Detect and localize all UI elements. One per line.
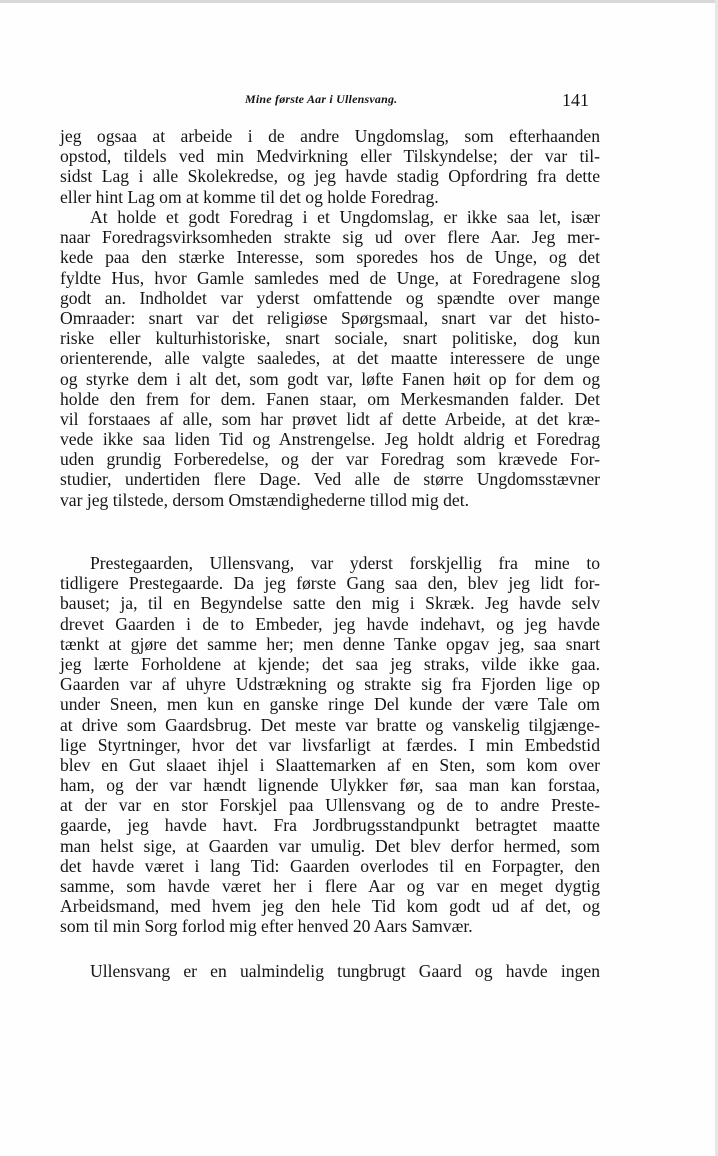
text-line: orienterende, alle valgte saaledes, at det maatte interessere de unge: [60, 348, 600, 369]
text-line: tidligere Prestegaarde. Da jeg første Gang saa den, blev jeg lidt for-: [60, 573, 600, 594]
text-line: var jeg tilstede, dersom Omstændighederne tillod mig det.: [60, 489, 469, 510]
text-line: Prestegaarden, Ullensvang, var yderst forskjellig fra mine to: [90, 553, 600, 573]
text-line: man helst sige, at Gaarden var umulig. Det blev derfor hermed, som: [60, 835, 600, 856]
text-line: drevet Gaarden i de to Embeder, jeg havde indehavt, og jeg havde: [60, 613, 600, 634]
paragraph-3: [60, 553, 600, 937]
text-line: Omraader: snart var det religiøse Spørgsmaal, snart var det histo-: [60, 307, 600, 328]
text-line: At holde et godt Foredrag i et Ungdomslag, er ikke saa let, især: [90, 207, 600, 227]
text-line: tænkt at gjøre det samme her; men denne Tanke opgav jeg, saa snart: [60, 633, 600, 654]
text-line: vil forstaaes af alle, som har prøvet lidt af dette Arbeide, at det kræ-: [60, 408, 600, 429]
text-line: ham, og der var hændt lignende Ulykker før, saa man kan forstaa,: [60, 775, 600, 796]
text-line: Arbeidsmand, med hvem jeg den hele Tid kom godt ud af det, og: [60, 896, 600, 917]
text-line: riske eller kulturhistoriske, snart sociale, snart politiske, dog kun: [60, 328, 600, 349]
page-number: 141: [562, 90, 589, 110]
text-line: at der var en stor Forskjel paa Ullensvang og de to andre Preste-: [60, 795, 600, 816]
paragraph-2: [60, 207, 600, 510]
text-line: uden grundig Forberedelse, og der var Foredrag som krævede For-: [60, 449, 600, 470]
paragraph-4: [60, 961, 600, 981]
text-line: og styrke dem i alt det, som godt var, løfte Fanen høit op for dem og: [60, 368, 600, 389]
text-line: gaarde, jeg havde havt. Fra Jordbrugsstandpunkt betragtet maatte: [60, 815, 600, 836]
text-line: under Sneen, men kun en ganske ringe Del kunde der være Tale om: [60, 694, 600, 715]
text-line: sidst Lag i alle Skolekredse, og jeg havde stadig Opfordring fra dette: [60, 166, 600, 187]
text-line: lige Styrtninger, hvor det var livsfarligt at færdes. I min Embedstid: [60, 734, 600, 755]
text-line: holde den frem for dem. Fanen staar, om Merkesmanden falder. Det: [60, 388, 600, 409]
text-line: opstod, tildels ved min Medvirkning eller Tilskyndelse; der var til-: [60, 146, 600, 167]
text-line: fyldte Hus, hvor Gamle samledes med de Unge, at Foredragene slog: [60, 267, 600, 288]
text-line: kede paa den stærke Interesse, som sporedes hos de Unge, og det: [60, 247, 600, 268]
text-line: jeg ogsaa at arbeide i de andre Ungdomslag, som efterhaanden: [60, 126, 600, 146]
paragraph-1: [60, 126, 600, 207]
text-line: bauset; ja, til en Begyndelse satte den mig i Skræk. Jeg havde selv: [60, 593, 600, 614]
text-line: jeg lærte Forholdene at kjende; det saa jeg straks, vilde ikke gaa.: [60, 653, 600, 674]
text-line: samme, som havde været her i flere Aar og var en meget dygtig: [60, 876, 600, 896]
text-line: naar Foredragsvirksomheden strakte sig ud over flere Aar. Jeg mer-: [60, 227, 600, 248]
text-line: blev en Gut slaaet ihjel i Slaattemarken af en Sten, som kom over: [60, 754, 600, 775]
text-line: Gaarden var af uhyre Udstrækning og strakte sig fra Fjorden lige op: [60, 674, 600, 695]
text-line: som til min Sorg forlod mig efter henved 20 Aars Samvær.: [60, 916, 473, 937]
text-line: vede ikke saa liden Tid og Anstrengelse. Jeg holdt aldrig et Foredrag: [60, 429, 600, 450]
text-line: at drive som Gaardsbrug. Det meste var bratte og vanskelig tilgjænge-: [60, 714, 600, 735]
text-line: eller hint Lag om at komme til det og holde Foredrag.: [60, 186, 439, 207]
text-line: godt an. Indholdet var yderst omfattende og spændte over mange: [60, 287, 600, 308]
text-line: det havde været i lang Tid: Gaarden overlodes til en Forpagter, den: [60, 855, 600, 876]
running-title: Mine første Aar i Ullensvang.: [245, 92, 398, 106]
scan-edge-top: [0, 0, 718, 3]
text-line: Ullensvang er en ualmindelig tungbrugt Gaard og havde ingen: [90, 961, 600, 981]
text-line: studier, undertiden flere Dage. Ved alle de større Ungdomsstævner: [60, 469, 600, 490]
